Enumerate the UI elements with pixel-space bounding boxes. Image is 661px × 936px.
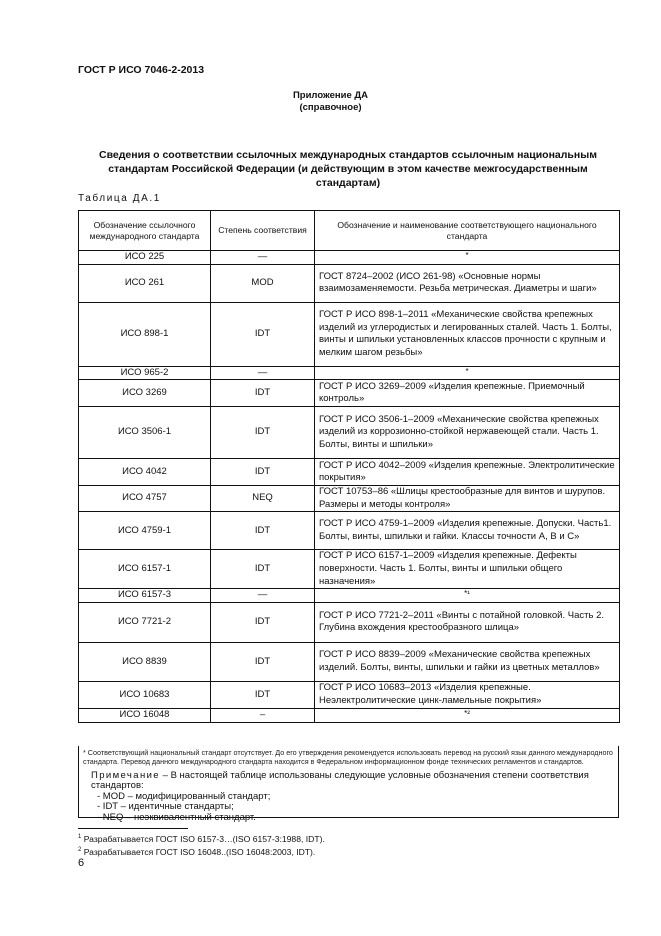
national-standard-cell: ГОСТ Р ИСО 3506-1–2009 «Механические свойства крепежных изделий из коррозионно-стойкой нержавеющей стали. Часть 1. Болты, винты и шпильки» <box>315 407 620 459</box>
table-caption: Таблица ДА.1 <box>78 193 161 204</box>
degree-cell: IDT <box>211 302 315 366</box>
national-standard-cell: ГОСТ 8724–2002 (ИСО 261-98) «Основные нормы взаимозаменяемости. Резьба метрическая. Диаметры и шаги» <box>315 264 620 302</box>
footnote-mark: 1 <box>78 834 82 840</box>
national-standard-cell: ГОСТ Р ИСО 898-1–2011 «Механические свойства крепежных изделий из углеродистых и легированных сталей. Часть 1. Болты, винты и шпильки установленных классов прочности с крупным и мелким шагом резьбы» <box>315 302 620 366</box>
iso-designation-cell: ИСО 4757 <box>79 486 211 512</box>
footnote-2 <box>78 845 315 858</box>
national-standard-cell: ГОСТ Р ИСО 4042–2009 «Изделия крепежные. Электролитические покрытия» <box>315 459 620 486</box>
national-standard-cell: ГОСТ Р ИСО 7721-2–2011 «Винты с потайной головкой. Часть 2. Глубина вхождения крестообразного шлица» <box>315 602 620 642</box>
national-standard-cell: ГОСТ Р ИСО 10683–2013 «Изделия крепежные. Неэлектролитические цинк-ламельные покрытия» <box>315 681 620 708</box>
degree-cell: IDT <box>211 380 315 407</box>
footnote-divider <box>78 828 188 829</box>
degree-cell: IDT <box>211 602 315 642</box>
header-national-standard: Обозначение и наименование соответствующего национального стандарта <box>315 211 620 251</box>
national-standard-cell: ГОСТ 10753–86 «Шлицы крестообразные для винтов и шурупов. Размеры и методы контроля» <box>315 486 620 512</box>
table-row <box>79 602 620 642</box>
section-title: Сведения о соответствии ссылочных международных стандартов ссылочным национальным стандартам Российской Федерации (и действующим в этом качестве межгосударственным стандартам) <box>99 149 597 189</box>
degree-cell: — <box>211 589 315 603</box>
table-row <box>79 512 620 550</box>
iso-designation-cell: ИСО 225 <box>79 251 211 265</box>
table-row <box>79 642 620 681</box>
footnote-1 <box>78 832 325 845</box>
header-degree: Степень соответствия <box>211 211 315 251</box>
note-text: – В настоящей таблице использованы следующие условные обозначения степени соответствия стандартов: <box>91 769 589 792</box>
iso-designation-cell: ИСО 6157-1 <box>79 550 211 589</box>
degree-cell: — <box>211 366 315 380</box>
national-standard-cell: * <box>315 366 620 380</box>
iso-designation-cell: ИСО 6157-3 <box>79 589 211 603</box>
degree-cell: IDT <box>211 512 315 550</box>
national-standard-cell: *² <box>315 708 620 722</box>
iso-designation-cell: ИСО 7721-2 <box>79 602 211 642</box>
degree-cell: IDT <box>211 407 315 459</box>
note-label: Примечание <box>91 769 160 781</box>
table-row <box>79 366 620 380</box>
appendix-subtitle: (справочное) <box>299 102 362 113</box>
header-iso-designation: Обозначение ссылочного международного стандарта <box>79 211 211 251</box>
national-standard-cell: ГОСТ Р ИСО 3269–2009 «Изделия крепежные. Приемочный контроль» <box>315 380 620 407</box>
note-item: - IDT – идентичные стандарты; <box>97 801 234 813</box>
table-row <box>79 681 620 708</box>
iso-designation-cell: ИСО 3506-1 <box>79 407 211 459</box>
footnote-text: Разрабатывается ГОСТ ISO 6157-3…(ISO 6157-3:1988, IDT). <box>83 833 325 844</box>
iso-designation-cell: ИСО 16048 <box>79 708 211 722</box>
table-notes <box>78 746 619 823</box>
table-row <box>79 486 620 512</box>
footnote-text: Разрабатывается ГОСТ ISO 16048..(ISO 16048:2003, IDT). <box>83 846 316 857</box>
table-row <box>79 380 620 407</box>
footnote-mark: 2 <box>78 847 82 853</box>
correspondence-table <box>78 210 620 723</box>
table-row <box>79 251 620 265</box>
iso-designation-cell: ИСО 8839 <box>79 642 211 681</box>
table-row <box>79 708 620 722</box>
appendix-title: Приложение ДА <box>292 90 369 101</box>
national-standard-cell: *¹ <box>315 589 620 603</box>
note-block <box>79 767 618 824</box>
degree-cell: NEQ <box>211 486 315 512</box>
national-standard-cell: * <box>315 251 620 265</box>
iso-designation-cell: ИСО 898-1 <box>79 302 211 366</box>
degree-cell: IDT <box>211 681 315 708</box>
table-row <box>79 407 620 459</box>
iso-designation-cell: ИСО 261 <box>79 264 211 302</box>
iso-designation-cell: ИСО 4042 <box>79 459 211 486</box>
page-number: 6 <box>78 857 85 869</box>
national-standard-cell: ГОСТ Р ИСО 4759-1–2009 «Изделия крепежные. Допуски. Часть1. Болты, винты, шпильки и гайки. Классы точности А, В и С» <box>315 512 620 550</box>
table-row <box>79 550 620 589</box>
national-standard-cell: ГОСТ Р ИСО 8839–2009 «Механические свойства крепежных изделий. Болты, винты, шпильки и гайки из цветных металлов» <box>315 642 620 681</box>
degree-cell: MOD <box>211 264 315 302</box>
national-standard-cell: ГОСТ Р ИСО 6157-1–2009 «Изделия крепежные. Дефекты поверхности. Часть 1. Болты, винты и шпильки общего назначения» <box>315 550 620 589</box>
iso-designation-cell: ИСО 10683 <box>79 681 211 708</box>
degree-cell: – <box>211 708 315 722</box>
iso-designation-cell: ИСО 965-2 <box>79 366 211 380</box>
iso-designation-cell: ИСО 4759-1 <box>79 512 211 550</box>
note-item: - MOD – модифицированный стандарт; <box>97 790 271 802</box>
degree-cell: IDT <box>211 459 315 486</box>
degree-cell: — <box>211 251 315 265</box>
table-footnote: * Соответствующий национальный стандарт отсутствует. До его утверждения рекомендуется использовать перевод на русский язык данного международного стандарта. Перевод данного международного стандарта находится в Федеральном информационном фонде технических регламентов и стандартов. <box>83 748 613 767</box>
degree-cell: IDT <box>211 642 315 681</box>
table-row <box>79 459 620 486</box>
table-row <box>79 302 620 366</box>
document-code: ГОСТ Р ИСО 7046-2-2013 <box>78 64 205 76</box>
iso-designation-cell: ИСО 3269 <box>79 380 211 407</box>
note-item: - NEQ – неэквивалентный стандарт. <box>97 811 256 823</box>
table-row <box>79 589 620 603</box>
table-row <box>79 264 620 302</box>
table-body <box>79 251 620 723</box>
degree-cell: IDT <box>211 550 315 589</box>
